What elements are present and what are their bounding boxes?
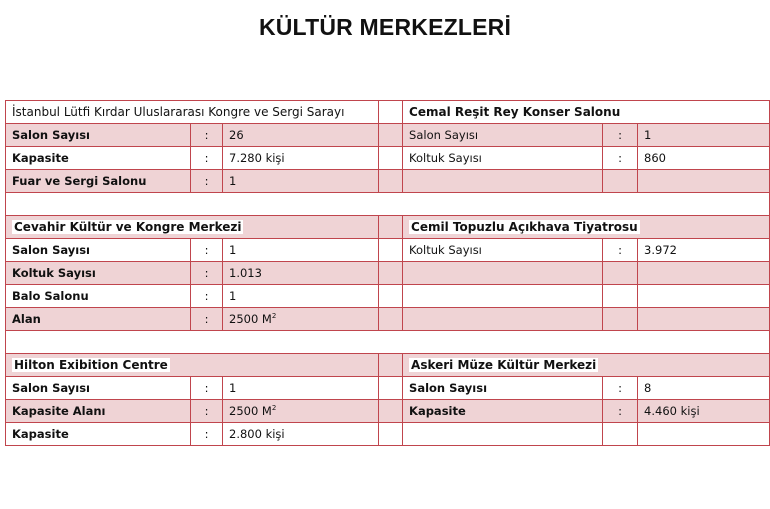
colon: : (603, 400, 638, 423)
askeri-muze-label-0: Salon Sayısı (403, 377, 603, 400)
colon: : (191, 285, 223, 308)
cemil-topuzlu-value-0: 3.972 (638, 239, 770, 262)
gap-cell (379, 262, 403, 285)
cemal-resit-rey-value-0: 1 (638, 124, 770, 147)
hilton-label-2: Kapasite (6, 423, 191, 446)
cevahir-label-0: Salon Sayısı (6, 239, 191, 262)
colon: : (603, 239, 638, 262)
center-name-hilton-cell (6, 354, 379, 377)
lutfi-kirdar-label-2: Fuar ve Sergi Salonu (6, 170, 191, 193)
colon: : (603, 377, 638, 400)
cevahir-value-0: 1 (223, 239, 379, 262)
colon: : (191, 423, 223, 446)
table-row (6, 170, 770, 193)
cemil-topuzlu-label-0: Koltuk Sayısı (403, 239, 603, 262)
cevahir-label-3: Alan (6, 308, 191, 331)
lutfi-kirdar-label-1: Kapasite (6, 147, 191, 170)
center-name-lutfi-kirdar: İstanbul Lütfi Kırdar Uluslararası Kongre ve Sergi Sarayı (6, 101, 379, 124)
askeri-muze-value-0: 8 (638, 377, 770, 400)
gap-cell (379, 354, 403, 377)
hilton-label-0: Salon Sayısı (6, 377, 191, 400)
empty-cell (403, 423, 603, 446)
cevahir-label-2: Balo Salonu (6, 285, 191, 308)
superscript: 2 (271, 404, 277, 413)
block-2-header-row (6, 216, 770, 239)
colon: : (603, 124, 638, 147)
table-row (6, 285, 770, 308)
empty-cell (638, 285, 770, 308)
spacer-cell (6, 331, 770, 354)
colon: : (191, 308, 223, 331)
gap-cell (379, 308, 403, 331)
center-name-cevahir: Cevahir Kültür ve Kongre Merkezi (14, 220, 242, 234)
empty-cell (638, 262, 770, 285)
gap-cell (379, 423, 403, 446)
askeri-muze-value-1: 4.460 kişi (638, 400, 770, 423)
colon: : (191, 239, 223, 262)
table-row (6, 377, 770, 400)
colon: : (191, 262, 223, 285)
center-name-cemil-topuzlu: Cemil Topuzlu Açıkhava Tiyatrosu (411, 220, 638, 234)
gap-cell (379, 377, 403, 400)
colon: : (191, 124, 223, 147)
cevahir-value-3: 2500 M (229, 312, 272, 326)
table-row (6, 400, 770, 423)
gap-cell (379, 101, 403, 124)
gap-cell (379, 285, 403, 308)
empty-cell (638, 170, 770, 193)
gap-cell (379, 239, 403, 262)
lutfi-kirdar-value-0: 26 (223, 124, 379, 147)
hilton-value-2: 2.800 kişi (223, 423, 379, 446)
lutfi-kirdar-label-0: Salon Sayısı (6, 124, 191, 147)
superscript: 2 (271, 312, 277, 321)
empty-cell (638, 423, 770, 446)
empty-cell (403, 262, 603, 285)
table-row (6, 308, 770, 331)
hilton-label-1: Kapasite Alanı (6, 400, 191, 423)
empty-cell (638, 308, 770, 331)
center-name-cevahir-cell (6, 216, 379, 239)
empty-cell (403, 308, 603, 331)
table-row (6, 124, 770, 147)
empty-cell (603, 262, 638, 285)
cevahir-label-1: Koltuk Sayısı (6, 262, 191, 285)
gap-cell (379, 400, 403, 423)
colon: : (603, 147, 638, 170)
colon: : (191, 377, 223, 400)
cemal-resit-rey-value-1: 860 (638, 147, 770, 170)
center-name-cemil-topuzlu-cell (403, 216, 770, 239)
colon: : (191, 170, 223, 193)
cemal-resit-rey-label-0: Salon Sayısı (403, 124, 603, 147)
culture-centers-table (5, 100, 770, 446)
table-row (6, 239, 770, 262)
table-row (6, 147, 770, 170)
gap-cell (379, 147, 403, 170)
spacer-row (6, 193, 770, 216)
cevahir-value-1: 1.013 (223, 262, 379, 285)
block-3-header-row (6, 354, 770, 377)
empty-cell (603, 285, 638, 308)
lutfi-kirdar-value-1: 7.280 kişi (223, 147, 379, 170)
colon: : (191, 400, 223, 423)
cevahir-value-2: 1 (223, 285, 379, 308)
gap-cell (379, 170, 403, 193)
spacer-cell (6, 193, 770, 216)
empty-cell (403, 285, 603, 308)
page-title: KÜLTÜR MERKEZLERİ (258, 14, 512, 40)
center-name-cemal-resit-rey: Cemal Reşit Rey Konser Salonu (403, 101, 770, 124)
empty-cell (603, 170, 638, 193)
lutfi-kirdar-value-2: 1 (223, 170, 379, 193)
block-1-header-row (6, 101, 770, 124)
empty-cell (603, 423, 638, 446)
center-name-askeri-muze-cell (403, 354, 770, 377)
empty-cell (603, 308, 638, 331)
table-row (6, 262, 770, 285)
hilton-value-1: 2500 M (229, 404, 272, 418)
gap-cell (379, 124, 403, 147)
spacer-row (6, 331, 770, 354)
table-row (6, 423, 770, 446)
cemal-resit-rey-label-1: Koltuk Sayısı (403, 147, 603, 170)
center-name-askeri-muze: Askeri Müze Kültür Merkezi (411, 358, 597, 372)
cevahir-value-3-cell (223, 308, 379, 331)
center-name-hilton: Hilton Exibition Centre (14, 358, 168, 372)
hilton-value-0: 1 (223, 377, 379, 400)
hilton-value-1-cell (223, 400, 379, 423)
gap-cell (379, 216, 403, 239)
askeri-muze-label-1: Kapasite (403, 400, 603, 423)
colon: : (191, 147, 223, 170)
empty-cell (403, 170, 603, 193)
